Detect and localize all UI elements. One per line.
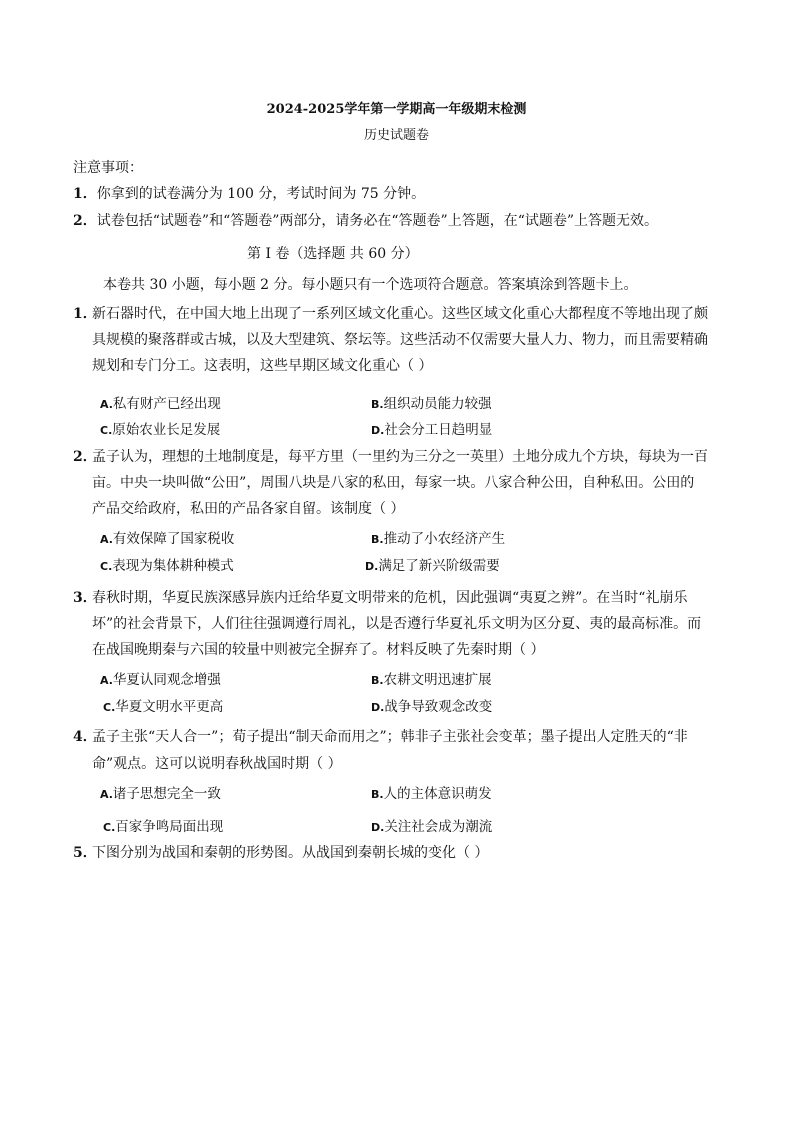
- question-number: 4．: [73, 729, 97, 745]
- question-text-line: 在战国晚期秦与六国的较量中则被完全摒弃了。材料反映了先秦时期（ ）: [92, 642, 545, 658]
- option-c: C.表现为集体耕种模式: [100, 558, 234, 574]
- section-instruction: 本卷共 30 小题，每小题 2 分。每小题只有一个选项符合题意。答案填涂到答题卡上。: [103, 277, 638, 293]
- option-d: D.战争导致观念改变: [371, 699, 493, 715]
- question-text-line: 亩。中央一块叫做“公田”，周围八块是八家的私田，每家一块。八家合种公田，自种私田。公田的: [92, 475, 695, 491]
- option-b: B.推动了小农经济产生: [371, 531, 506, 547]
- option-c: C.华夏文明水平更高: [103, 699, 224, 715]
- option-d: D.关注社会成为潮流: [371, 819, 493, 835]
- question-text-line: 产品交给政府，私田的产品各家自留。该制度（ ）: [92, 501, 405, 517]
- option-c: C.原始农业长足发展: [100, 422, 221, 438]
- question-number: 3．: [73, 590, 97, 606]
- option-a: A.有效保障了国家税收: [100, 531, 235, 547]
- question-text-line: 孟子认为，理想的土地制度是，每平方里（一里约为三分之一英里）土地分成九个方块，每块为一百: [92, 449, 708, 465]
- question-text-line: 春秋时期，华夏民族深感异族内迁给华夏文明带来的危机，因此强调“夷夏之辨”。在当时“礼崩乐: [92, 590, 688, 606]
- question-text-line: 新石器时代，在中国大地上出现了一系列区域文化重心。这些区域文化重心大都程度不等地出现了颇: [92, 306, 708, 322]
- option-b: B.组织动员能力较强: [371, 396, 492, 412]
- option-a: A.诸子思想完全一致: [100, 786, 221, 802]
- option-b: B.农耕文明迅速扩展: [371, 672, 492, 688]
- option-c: C.百家争鸣局面出现: [103, 819, 224, 835]
- question-number: 1．: [73, 306, 97, 322]
- question-text-line: 规划和专门分工。这表明，这些早期区域文化重心（ ）: [92, 358, 433, 374]
- notice-item-1: 1．你拿到的试卷满分为 100 分，考试时间为 75 分钟。: [73, 186, 426, 202]
- notice-item-2: 2．试卷包括“试题卷”和“答题卷”两部分，请务必在“答题卷”上答题，在“试题卷”上答题无效。: [73, 213, 659, 229]
- option-d: D.社会分工日趋明显: [371, 422, 493, 438]
- question-text-line: 孟子主张“天人合一”；荀子提出“制天命而用之”；韩非子主张社会变革；墨子提出人定胜天的“非: [92, 729, 688, 745]
- question-number: 2．: [73, 449, 97, 465]
- exam-title: 2024-2025学年第一学期高一年级期末检测: [266, 102, 527, 117]
- section-title: 第 Ⅰ 卷（选择题 共 60 分）: [247, 246, 419, 262]
- option-a: A.华夏认同观念增强: [100, 672, 221, 688]
- option-d: D.满足了新兴阶级需要: [365, 558, 500, 574]
- question-text-line: 命”观点。这可以说明春秋战国时期（ ）: [92, 756, 342, 772]
- option-b: B.人的主体意识萌发: [371, 786, 492, 802]
- notice-heading: 注意事项：: [73, 160, 143, 176]
- question-text-line: 下图分别为战国和秦朝的形势图。从战国到秦朝长城的变化（ ）: [92, 845, 489, 861]
- paper-title: 历史试题卷: [363, 128, 429, 143]
- question-text-line: 坏”的社会背景下，人们往往强调遵行周礼，以是否遵行华夏礼乐文明为区分夏、夷的最高标准。而: [92, 616, 702, 632]
- question-text-line: 具规模的聚落群或古城，以及大型建筑、祭坛等。这些活动不仅需要大量人力、物力，而且需要精确: [92, 332, 708, 348]
- question-number: 5．: [73, 845, 97, 861]
- option-a: A.私有财产已经出现: [100, 396, 221, 412]
